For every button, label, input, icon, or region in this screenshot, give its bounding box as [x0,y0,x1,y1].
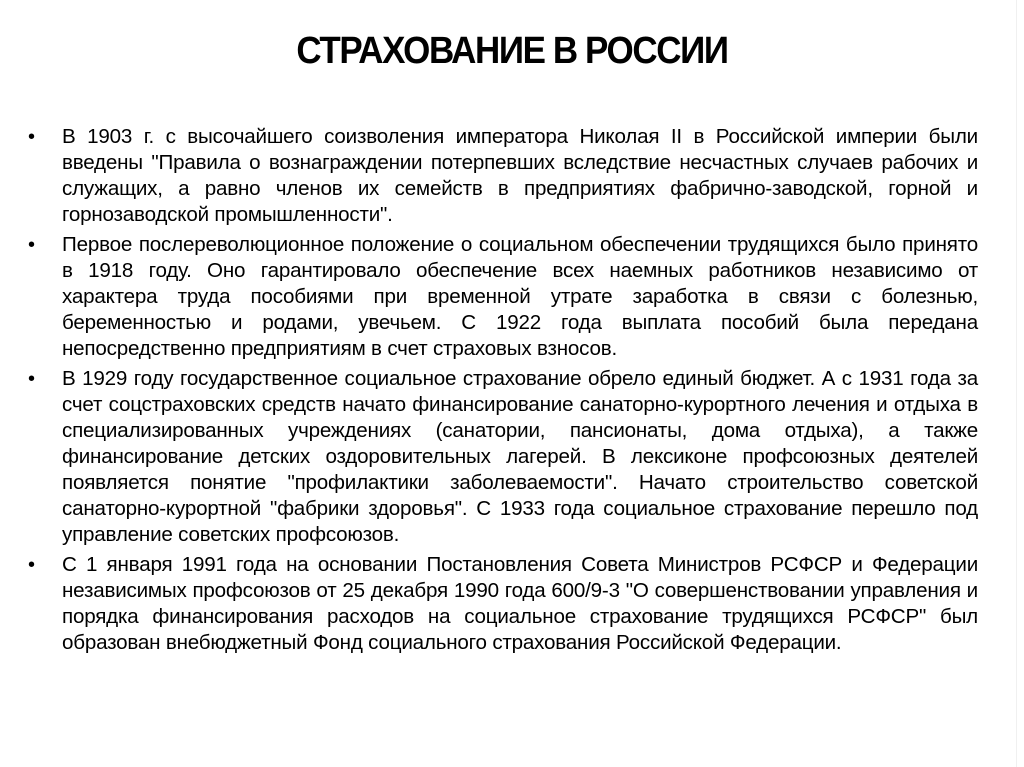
list-item-text: Первое послереволюционное положение о социальном обеспечении трудящихся было принято в 1918 году. Оно гарантировало обеспечение всех наемных работников независимо от характера труда пособиями при временной утрате заработка в связи с болезнью, беременностью и родами, увечьем. С 1922 года выплата пособий была передана непосредственно предприятиям в счет страховых взносов. [62,233,978,360]
bullet-icon: • [28,368,36,390]
bullet-list [28,124,978,660]
slide-title: СТРАХОВАНИЕ В РОССИИ [296,30,728,72]
list-item [28,552,978,656]
list-item [28,232,978,362]
list-item-text: С 1 января 1991 года на основании Постановления Совета Министров РСФСР и Федерации независимых профсоюзов от 25 декабря 1990 года 600/9-3 "О совершенствовании управления и порядка финансирования расходов на социальное страхование трудящихся РСФСР" был образован внебюджетный Фонд социального страхования Российской Федерации. [62,553,978,654]
bullet-icon: • [28,126,36,148]
list-item-text: В 1929 году государственное социальное страхование обрело единый бюджет. А с 1931 года за счет соцстраховских средств начато финансирование санаторно-курортного лечения и отдыха в специализированных учреждениях (санатории, пансионаты, дома отдыха), а также финансирование детских оздоровительных лагерей. В лексиконе профсоюзных деятелей появляется понятие "профилактики заболеваемости". Начато строительство советской санаторно-курортной "фабрики здоровья". С 1933 года социальное страхование перешло под управление советских профсоюзов. [62,367,978,546]
list-item [28,124,978,228]
list-item-text: В 1903 г. с высочайшего соизволения императора Николая II в Российской империи были введены "Правила о вознаграждении потерпевших вследствие несчастных случаев рабочих и служащих, а равно членов их семейств в предприятиях фабрично-заводской, горной и горнозаводской промышленности". [62,125,978,226]
list-item [28,366,978,548]
bullet-icon: • [28,234,36,256]
bullet-icon: • [28,554,36,576]
